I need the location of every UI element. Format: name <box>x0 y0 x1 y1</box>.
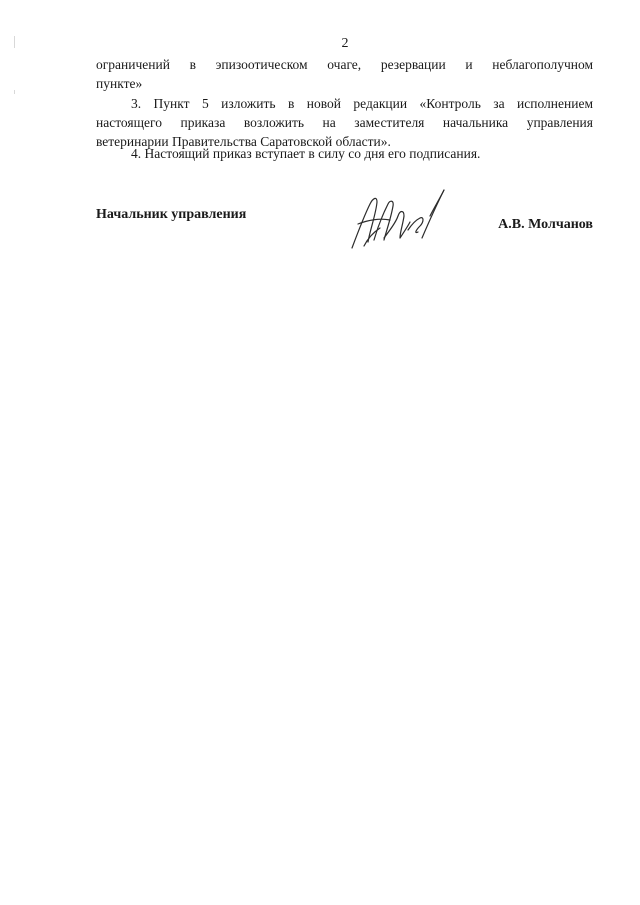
handwritten-signature <box>344 180 454 255</box>
paragraph-line: 4. Настоящий приказ вступает в силу со дня его подписания. <box>131 146 481 161</box>
scan-artifact-mark <box>14 90 15 94</box>
paragraph-line: настоящего приказа возложить на заместителя начальника управления <box>96 115 593 130</box>
paragraph-line: пункте» <box>96 76 143 91</box>
signatory-title: Начальник управления <box>96 207 247 222</box>
signatory-name: А.В. Молчанов <box>498 217 593 232</box>
paragraph-line: 3. Пункт 5 изложить в новой редакции «Контроль за исполнением <box>131 96 593 111</box>
paragraph-line: ограничений в эпизоотическом очаге, резервации и неблагополучном <box>96 57 593 72</box>
paragraph-line: ветеринарии Правительства Саратовской области». <box>96 134 391 149</box>
page-number: 2 <box>341 36 349 51</box>
